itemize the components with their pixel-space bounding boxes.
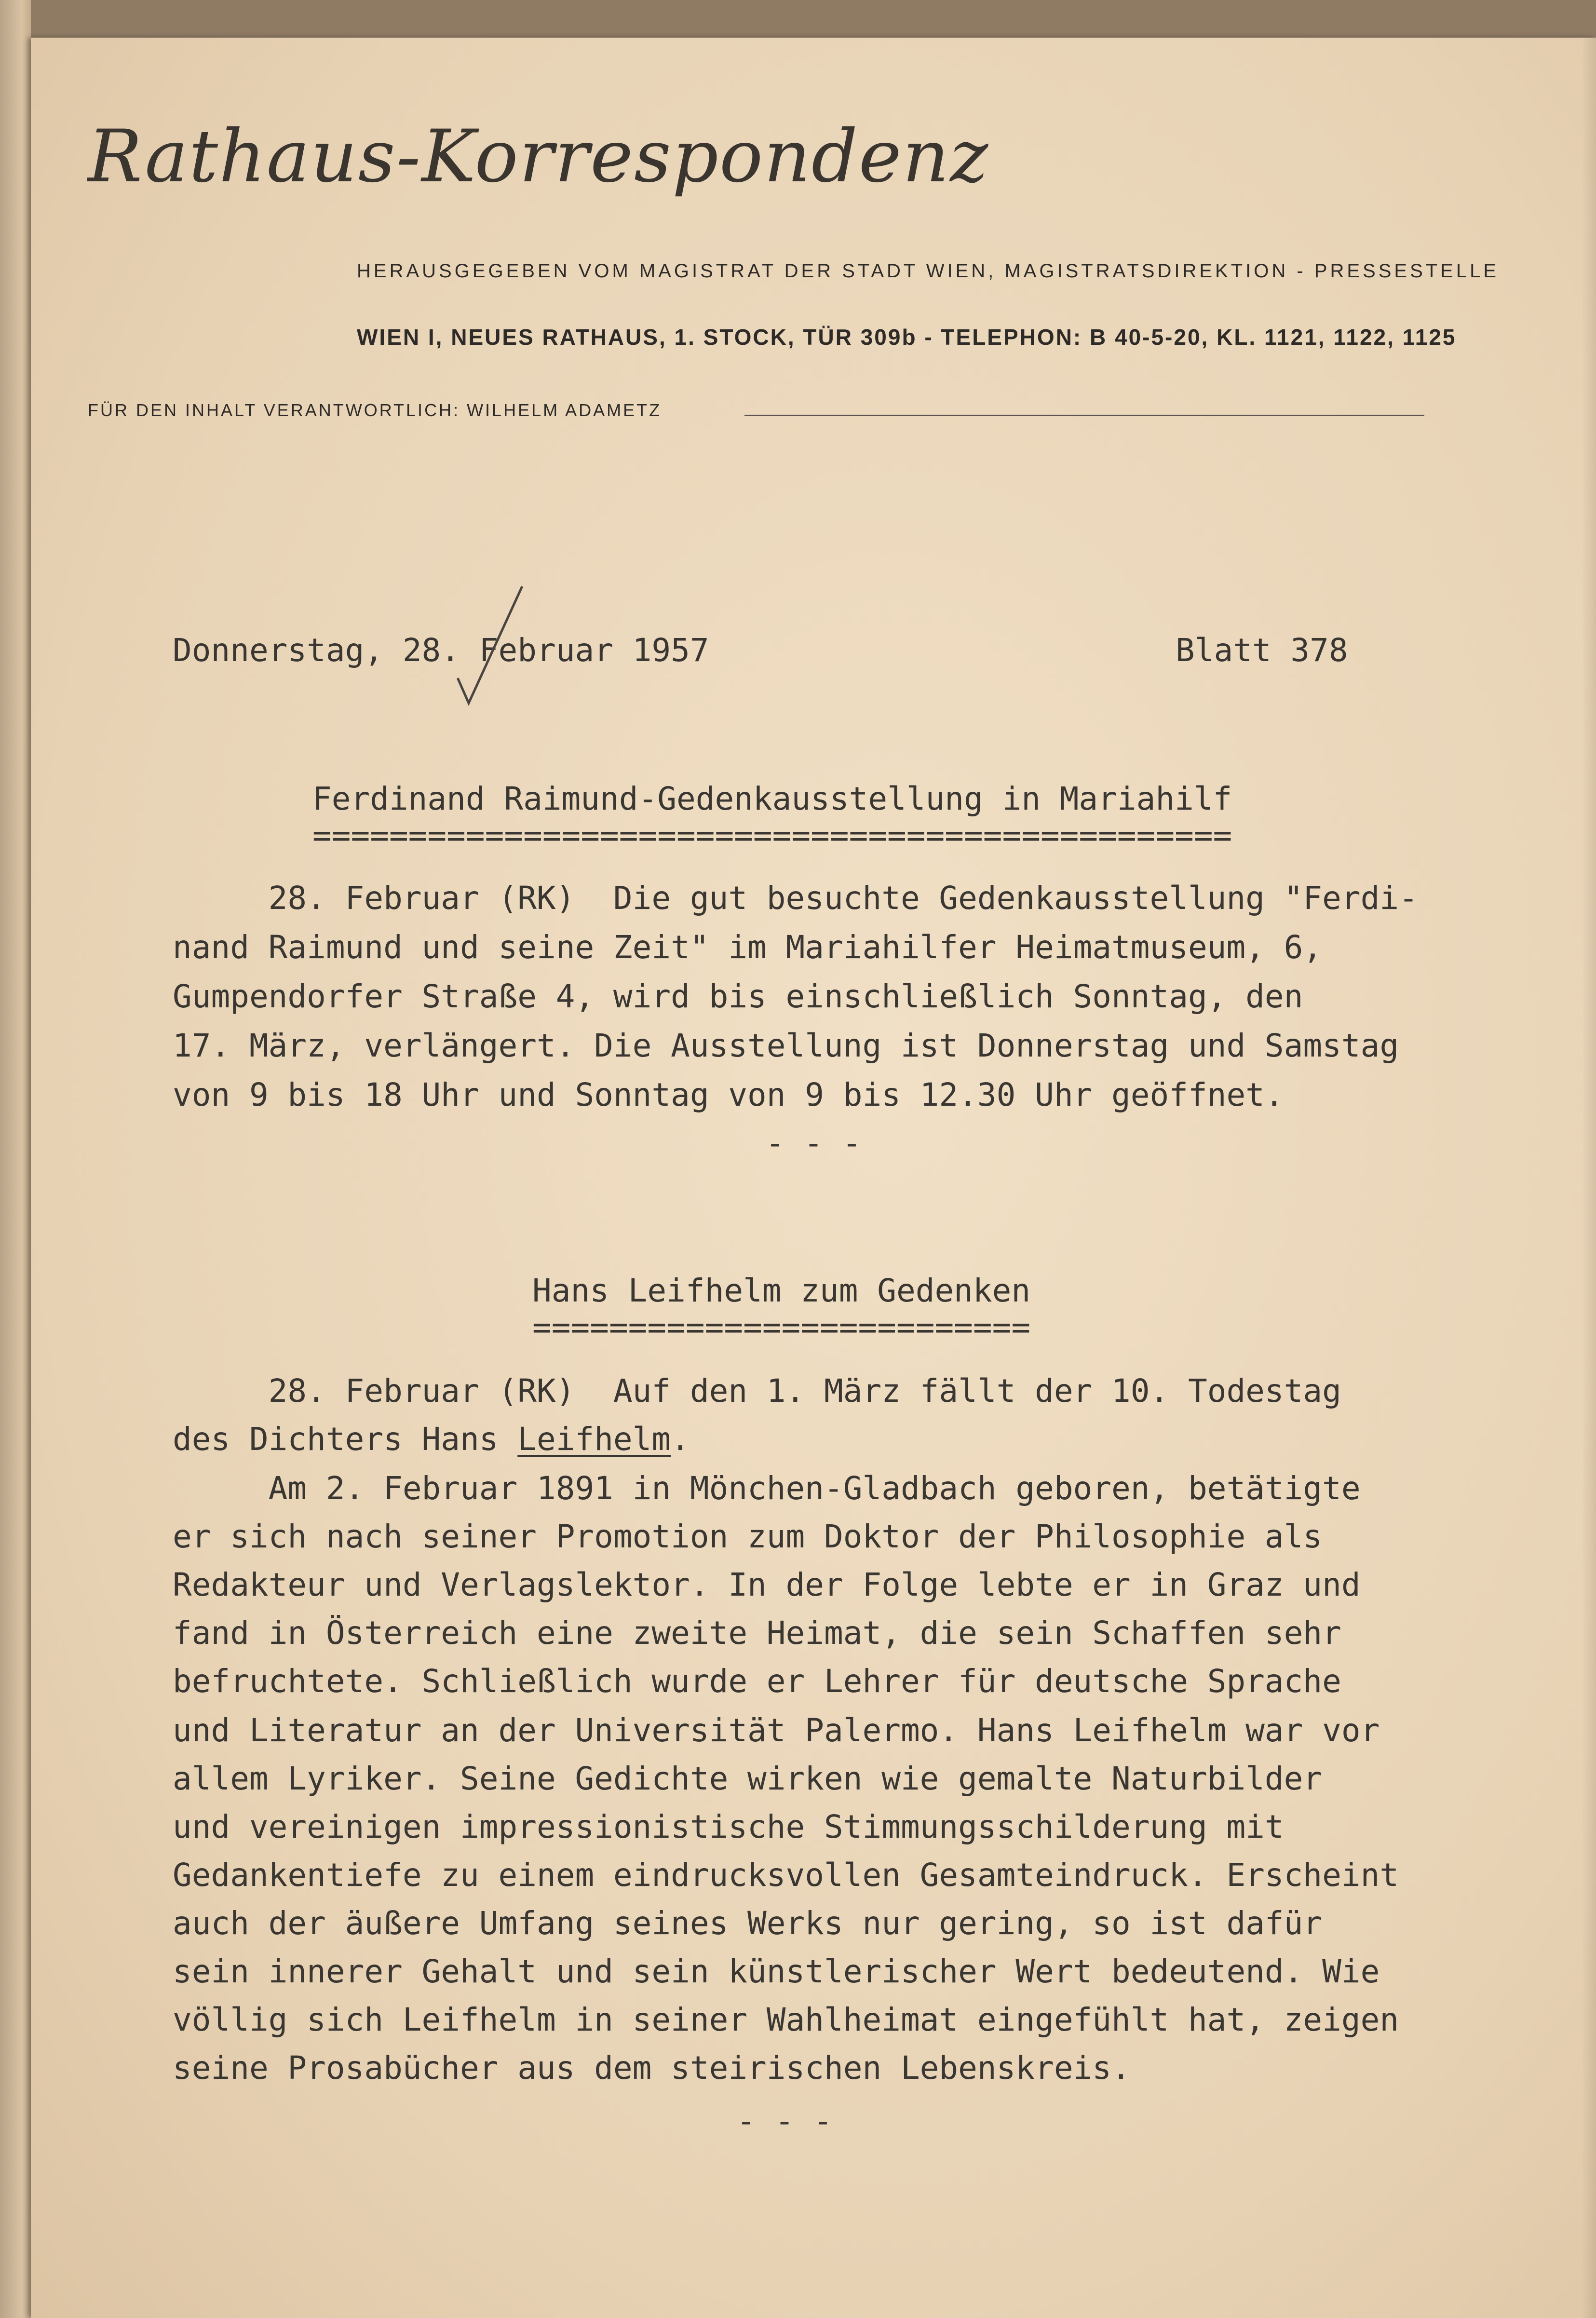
article-1-line: 17. März, verlängert. Die Ausstellung ist Donnerstag und Samstag xyxy=(173,1027,1399,1064)
article-2-line: er sich nach seiner Promotion zum Doktor der Philosophie als xyxy=(173,1518,1323,1555)
article-2-line: fand in Österreich eine zweite Heimat, die sein Schaffen sehr xyxy=(173,1614,1341,1652)
article-2-title-rule: ========================== xyxy=(532,1309,1031,1346)
article-2-line: Am 2. Februar 1891 in Mönchen-Gladbach geboren, betätigte xyxy=(173,1470,1361,1507)
article-2-line: Redakteur und Verlagslektor. In der Folge lebte er in Graz und xyxy=(173,1566,1361,1603)
article-1-title-rule: ================================================ xyxy=(312,817,1232,854)
responsible-rule xyxy=(744,415,1424,416)
article-1-line: 28. Februar (RK) Die gut besuchte Gedenkausstellung "Ferdi- xyxy=(173,880,1418,917)
article-2-line: und vereinigen impressionistische Stimmungsschilderung mit xyxy=(173,1808,1284,1845)
article-1-line: nand Raimund und seine Zeit" im Mariahilfer Heimatmuseum, 6, xyxy=(173,929,1323,966)
article-2-line: befruchtete. Schließlich wurde er Lehrer für deutsche Sprache xyxy=(173,1663,1341,1700)
article-2-line: 28. Februar (RK) Auf den 1. März fällt der 10. Todestag xyxy=(173,1372,1341,1410)
name-period: . xyxy=(671,1421,690,1458)
article-2-line: Gedankentiefe zu einem eindrucksvollen Gesamteindruck. Erscheint xyxy=(173,1857,1399,1894)
article-1-end-mark: - - - xyxy=(765,1125,862,1162)
address-line: WIEN I, NEUES RATHAUS, 1. STOCK, TÜR 309b - TELEPHON: B 40-5-20, KL. 1121, 1122, 1125 xyxy=(357,325,1457,350)
page-edge-shadow xyxy=(1582,38,1596,2318)
article-2-line-text: des Dichters Hans xyxy=(173,1421,518,1458)
article-2-title: Hans Leifhelm zum Gedenken xyxy=(532,1272,1031,1309)
article-2-line: auch der äußere Umfang seines Werks nur gering, so ist dafür xyxy=(173,1905,1323,1942)
article-2-line: völlig sich Leifhelm in seiner Wahlheimat eingefühlt hat, zeigen xyxy=(173,2001,1399,2038)
article-2-line xyxy=(173,1421,690,1458)
binding-edge xyxy=(0,0,31,2318)
article-2-line: seine Prosabücher aus dem steirischen Lebenskreis. xyxy=(173,2049,1131,2087)
publisher-line: HERAUSGEGEBEN VOM MAGISTRAT DER STADT WIEN, MAGISTRATSDIREKTION - PRESSESTELLE xyxy=(357,260,1500,282)
masthead-title: Rathaus-Korrespondenz xyxy=(88,115,989,199)
responsible-line: FÜR DEN INHALT VERANTWORTLICH: WILHELM ADAMETZ xyxy=(88,400,662,420)
underlined-name: Leifhelm xyxy=(517,1421,671,1458)
article-2-line: und Literatur an der Universität Palermo. Hans Leifhelm war vor xyxy=(173,1712,1380,1749)
article-2-end-mark: - - - xyxy=(736,2102,833,2140)
article-1-line: Gumpendorfer Straße 4, wird bis einschließlich Sonntag, den xyxy=(173,978,1303,1015)
sheet-number: Blatt 378 xyxy=(1176,632,1348,669)
document-page xyxy=(31,38,1596,2318)
article-2-line: allem Lyriker. Seine Gedichte wirken wie gemalte Naturbilder xyxy=(173,1760,1323,1797)
article-1-line: von 9 bis 18 Uhr und Sonntag von 9 bis 12.30 Uhr geöffnet. xyxy=(173,1076,1284,1113)
handwritten-check-mark xyxy=(439,583,530,708)
date-line: Donnerstag, 28. Februar 1957 xyxy=(173,632,709,669)
article-2-line: sein innerer Gehalt und sein künstlerischer Wert bedeutend. Wie xyxy=(173,1953,1380,1990)
article-1-title: Ferdinand Raimund-Gedenkausstellung in Mariahilf xyxy=(312,780,1232,817)
